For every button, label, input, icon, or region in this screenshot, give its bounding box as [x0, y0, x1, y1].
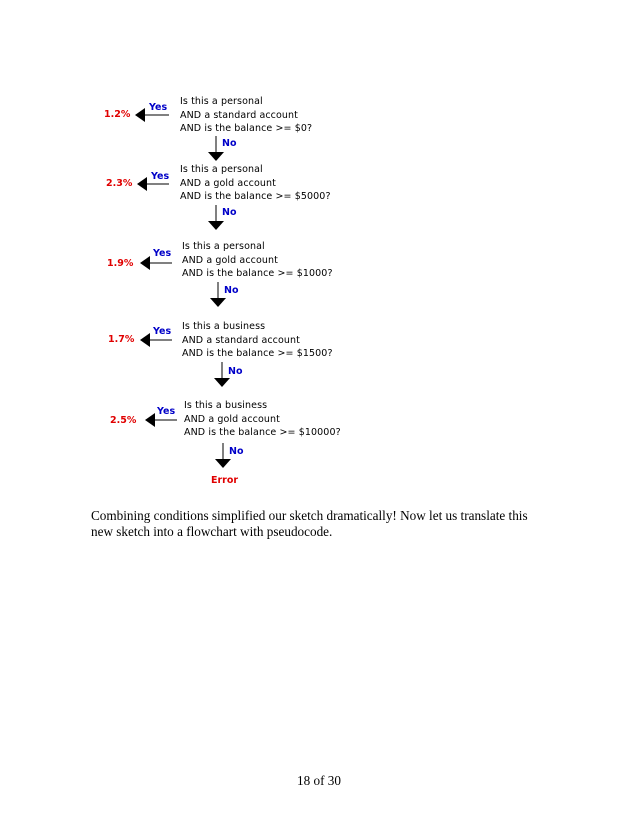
- yes-label: Yes: [149, 102, 168, 113]
- condition-text: [180, 95, 312, 136]
- condition-line: Is this a business: [182, 321, 266, 332]
- condition-text: [180, 163, 331, 204]
- yes-label: Yes: [153, 248, 172, 259]
- condition-line: Is this a personal: [180, 96, 263, 107]
- condition-text: [182, 320, 333, 361]
- no-label: No: [222, 138, 237, 149]
- condition-line: Is this a personal: [180, 164, 263, 175]
- condition-line: AND a gold account: [180, 177, 276, 189]
- rate-label: 2.3%: [106, 178, 133, 189]
- rate-label: 2.5%: [110, 415, 137, 426]
- condition-line: AND a standard account: [182, 334, 300, 346]
- condition-text: [184, 399, 341, 440]
- condition-line: AND a gold account: [184, 413, 280, 425]
- condition-line: Is this a business: [184, 400, 268, 411]
- condition-line: AND is the balance >= $1500?: [182, 348, 333, 359]
- body-paragraph: Combining conditions simplified our sketch dramatically! Now let us translate this new sketch into a flowchart with pseudocode.: [91, 508, 528, 539]
- rate-label: 1.2%: [104, 109, 131, 120]
- condition-line: Is this a personal: [182, 241, 265, 252]
- no-label: No: [229, 446, 244, 457]
- no-label: No: [224, 285, 239, 296]
- condition-line: AND is the balance >= $1000?: [182, 268, 333, 279]
- condition-line: AND a standard account: [180, 109, 298, 121]
- condition-line: AND is the balance >= $5000?: [180, 191, 331, 202]
- error-label: Error: [211, 475, 239, 486]
- yes-label: Yes: [153, 326, 172, 337]
- condition-line: AND is the balance >= $10000?: [184, 427, 341, 438]
- no-label: No: [222, 207, 237, 218]
- yes-label: Yes: [151, 171, 170, 182]
- condition-line: AND is the balance >= $0?: [180, 123, 313, 134]
- rate-label: 1.7%: [108, 334, 135, 345]
- page-number: 18 of 30: [297, 773, 341, 788]
- rate-label: 1.9%: [107, 258, 134, 269]
- no-label: No: [228, 366, 243, 377]
- yes-label: Yes: [157, 406, 176, 417]
- condition-line: AND a gold account: [182, 254, 278, 266]
- condition-text: [182, 240, 333, 281]
